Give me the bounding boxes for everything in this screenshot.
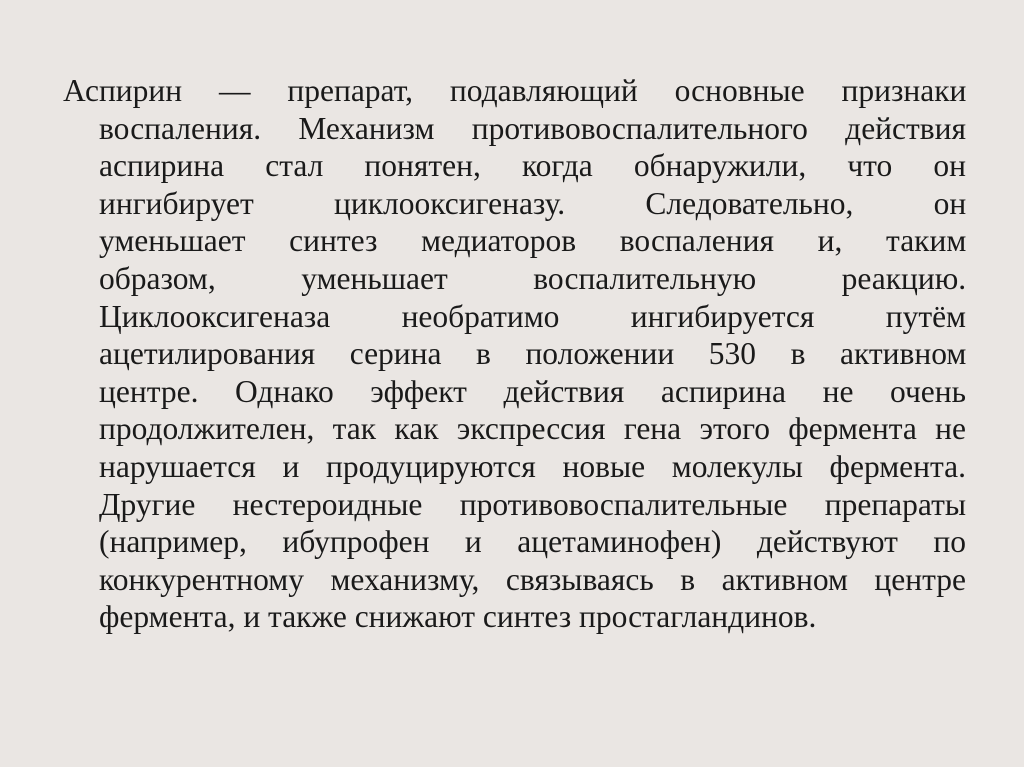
text-line: ацетилирования серина в положении 530 в активном [99,336,967,372]
text-line: аспирина стал понятен, когда обнаружили, что он [99,148,966,184]
text-line: продолжителен, так как экспрессия гена этого фермента не [99,411,966,447]
text-line: фермента, и также снижают синтез простагландинов. [99,599,817,635]
text-line: ингибирует циклооксигеназу. Следовательно, он [99,185,967,221]
text-line: Циклооксигеназа необратимо ингибируется путём [99,298,966,334]
text-line: (например, ибупрофен и ацетаминофен) действуют по [99,524,966,560]
text-line: центре. Однако эффект действия аспирина не очень [99,373,966,409]
text-line: воспаления. Механизм противовоспалительного действия [99,110,966,146]
text-line: образом, уменьшает воспалительную реакцию. [99,260,967,296]
text-line: нарушается и продуцируются новые молекулы фермента. [99,448,966,484]
text-line: конкурентному механизму, связываясь в активном центре [99,561,966,597]
text-line: Другие нестероидные противовоспалительные препараты [99,486,966,522]
text-line: уменьшает синтез медиаторов воспаления и, таким [99,223,967,259]
text-line: Аспирин — препарат, подавляющий основные признаки [63,73,967,108]
body-paragraph [63,72,966,636]
